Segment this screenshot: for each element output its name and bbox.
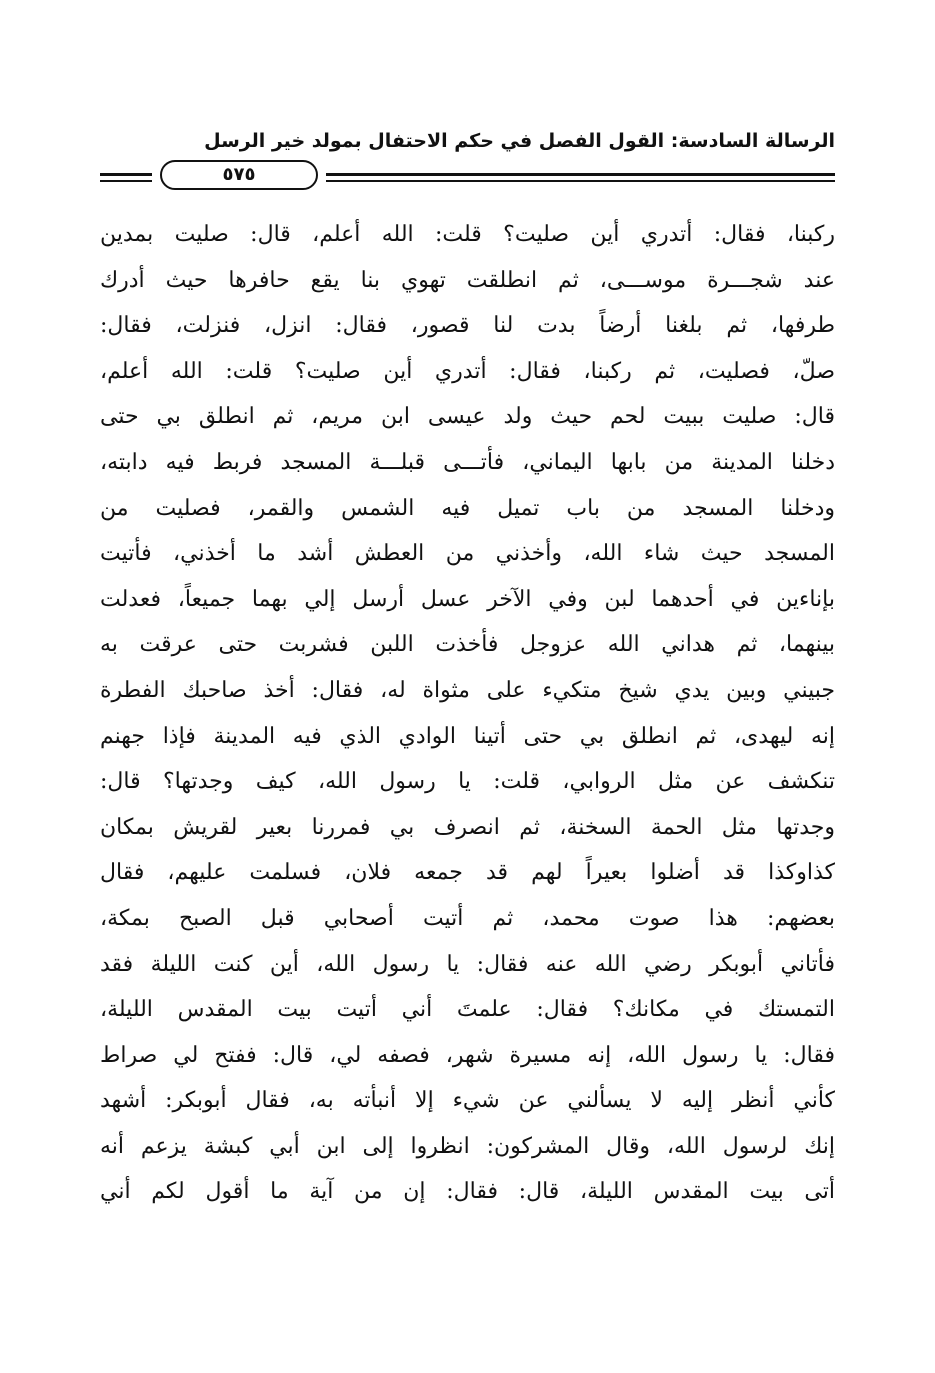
- text-line: فأتاني أبوبكر رضي الله عنه فقال: يا رسول الله، أين كنت الليلة فقد: [100, 951, 835, 977]
- header-rule-right-segment: [326, 173, 835, 182]
- text-line: بعضهم: هذا صوت محمد، ثم أتيت أصحابي قبل الصبح بمكة،: [100, 905, 835, 931]
- text-line: المسجد حيث شاء الله، وأخذني من العطش أشد ما أخذني، فأتيت: [100, 541, 835, 567]
- running-header-title: الرسالة السادسة: القول الفصل في حكم الاحتفال بمولد خير الرسل: [204, 130, 835, 152]
- text-line: ركبنا، فقال: أتدري أين صليت؟ قلت: الله أعلم، قال: صليت بمدين: [100, 222, 835, 247]
- text-line: إنك لرسول الله، وقال المشركون: انظروا إلى ابن أبي كبشة يزعم أنه: [100, 1133, 835, 1159]
- header-rule-left-segment: [100, 173, 152, 182]
- text-line: وجدتها مثل الحمة السخنة، ثم انصرف بي فمررنا بعير لقريش بمكان: [100, 814, 835, 840]
- text-line: صلّ، فصليت، ثم ركبنا، فقال: أتدري أين صليت؟ قلت: الله أعلم،: [100, 358, 835, 384]
- text-line: طرفها، ثم بلغنا أرضاً بدت لنا قصور، فقال: انزل، فنزلت، فقال:: [100, 313, 835, 339]
- text-line: كذاوكذا قد أضلوا بعيراً لهم قد جمعه فلان، فسلمت عليهم، فقال: [100, 860, 835, 886]
- text-line: بينهما، ثم هداني الله عزوجل فأخذت اللبن فشربت حتى عرقت به: [100, 632, 835, 658]
- text-line: تنكشف عن مثل الروابي، قلت: يا رسول الله، كيف وجدتها؟ قال:: [100, 769, 835, 795]
- header-rule: [100, 160, 835, 200]
- text-line: جبيني وبين يدي شيخ متكيء على مثواة له، فقال: أخذ صاحبك الفطرة: [100, 677, 835, 703]
- text-line: دخلنا المدينة من بابها اليماني، فأتـــى قبلـــة المسجد فربط فيه دابته،: [100, 449, 835, 475]
- text-line: عند شجـــرة موســـى، ثم انطلقت تهوي بنا يقع حافرها حيث أدرك: [100, 267, 835, 293]
- text-line: بإناءين في أحدهما لبن وفي الآخر عسل أرسل إلي بهما جميعاً، فعدلت: [100, 586, 835, 612]
- text-line: قال: صليت ببيت لحم حيث ولد عيسى ابن مريم، ثم انطلق بي حتى: [100, 404, 835, 430]
- text-line: كأني أنظر إليه لا يسألني عن شيء إلا أنبأته به، فقال أبوبكر: أشهد: [100, 1088, 835, 1114]
- text-line: ودخلنا المسجد من باب تميل فيه الشمس والقمر، فصليت من: [100, 495, 835, 521]
- body-text: [100, 212, 835, 1215]
- text-line: التمستك في مكانك؟ فقال: علمتَ أني أتيت بيت المقدس الليلة،: [100, 997, 835, 1023]
- text-line: فقال: يا رسول الله، إنه مسيرة شهر، فصفه لي، قال: ففتح لي صراط: [100, 1042, 835, 1068]
- page-number: ٥٧٥: [160, 160, 318, 190]
- text-line: إنه ليهدى، ثم انطلق بي حتى أتينا الوادي الذي فيه المدينة فإذا جهنم: [100, 723, 835, 749]
- text-line: أتى بيت المقدس الليلة، قال: فقال: إن من آية ما أقول لكم أني: [100, 1179, 835, 1205]
